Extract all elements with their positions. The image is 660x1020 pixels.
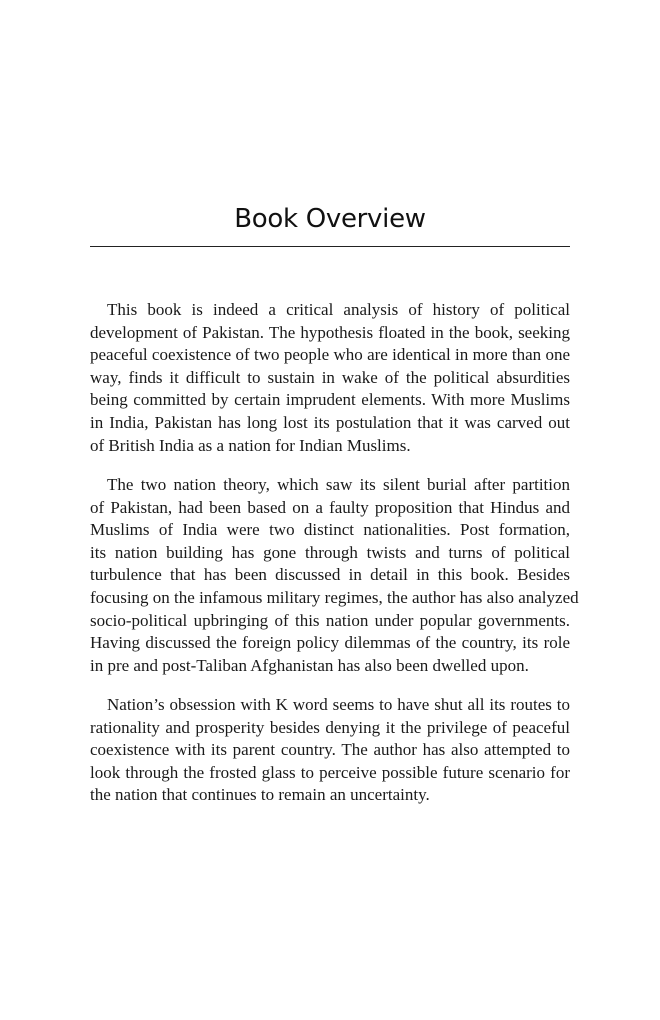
- text-line: look through the frosted glass to perceive possible future scenario for: [90, 762, 570, 782]
- text-line: Muslims of India were two distinct nationalities. Post formation,: [90, 520, 570, 540]
- text-line: The two nation theory, which saw its silent burial after partition: [107, 475, 570, 494]
- paragraph-2: [90, 474, 579, 677]
- text-line: Having discussed the foreign policy dilemmas of the country, its role: [90, 633, 570, 653]
- text-line: This book is indeed a critical analysis of history of political: [107, 300, 570, 319]
- text-line: coexistence with its parent country. The author has also attempted to: [90, 740, 570, 760]
- text-line: in India, Pakistan has long lost its postulation that it was carved out: [90, 412, 570, 432]
- paragraph-1: [90, 299, 570, 457]
- text-line: of Pakistan, had been based on a faulty proposition that Hindus and: [90, 497, 570, 517]
- text-line: focusing on the infamous military regimes, the author has also analyzed: [90, 587, 579, 607]
- paragraph-3: [90, 694, 570, 807]
- text-line: way, finds it difficult to sustain in wake of the political absurdities: [90, 367, 570, 387]
- text-line: socio-political upbringing of this nation under popular governments.: [90, 610, 570, 630]
- text-line: development of Pakistan. The hypothesis floated in the book, seeking: [90, 322, 570, 342]
- text-line: peaceful coexistence of two people who are identical in more than one: [90, 345, 570, 365]
- title-divider: [90, 246, 570, 247]
- text-line: turbulence that has been discussed in detail in this book. Besides: [90, 565, 570, 585]
- text-line: rationality and prosperity besides denying it the privilege of peaceful: [90, 717, 570, 737]
- text-line: the nation that continues to remain an uncertainty.: [90, 785, 430, 805]
- text-line: its nation building has gone through twists and turns of political: [90, 542, 570, 562]
- page-title: Book Overview: [234, 204, 426, 234]
- text-line: in pre and post-Taliban Afghanistan has also been dwelled upon.: [90, 655, 529, 675]
- text-line: Nation’s obsession with K word seems to have shut all its routes to: [107, 695, 570, 714]
- text-line: being committed by certain imprudent elements. With more Muslims: [90, 390, 570, 410]
- text-line: of British India as a nation for Indian Muslims.: [90, 435, 411, 455]
